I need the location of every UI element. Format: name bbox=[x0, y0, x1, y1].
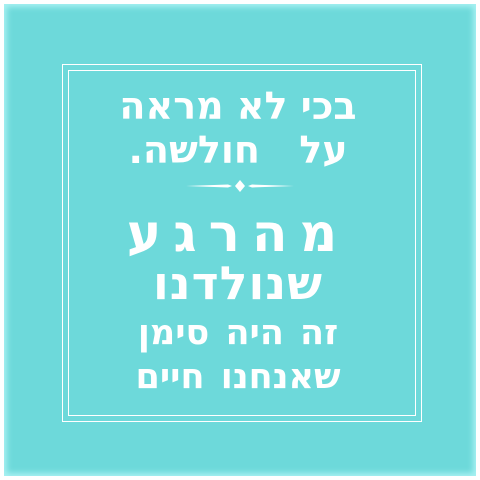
quote-line-3: מהרגע bbox=[126, 204, 350, 264]
diamond-ornament-icon bbox=[184, 179, 296, 193]
quote-line-6: שאנחנו חיים bbox=[135, 357, 341, 397]
quote-line-1: בכי לא מראה bbox=[119, 84, 357, 128]
quote-line-4: שנולדנו bbox=[152, 256, 324, 310]
quote-line-5: זה היה סימן bbox=[137, 313, 339, 353]
quote-line-2: על חולשה. bbox=[128, 128, 348, 172]
